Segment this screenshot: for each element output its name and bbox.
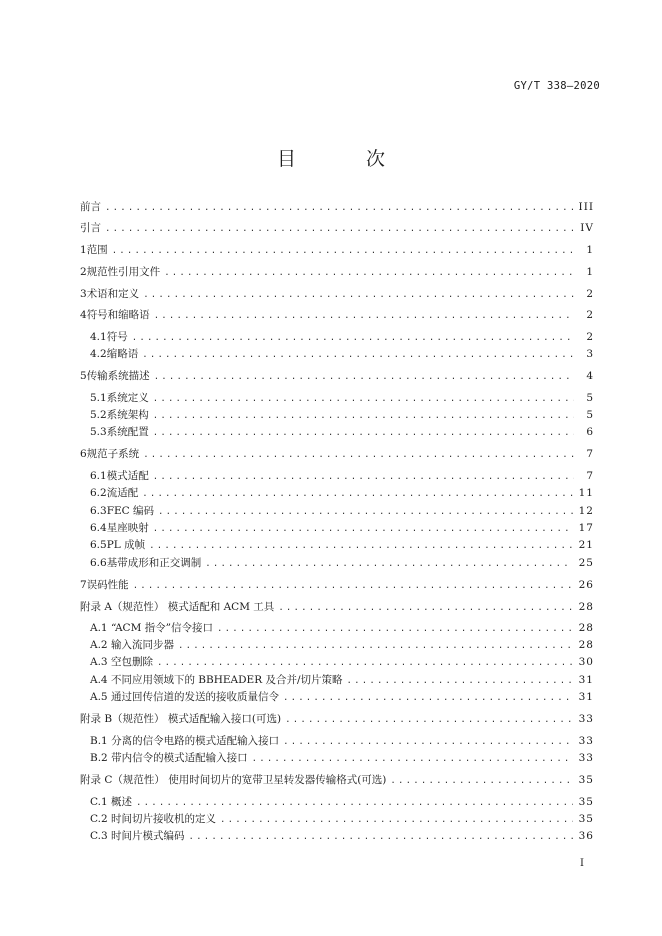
toc-entry-page: 28 (578, 601, 594, 613)
toc-entry-number: 4.2 (90, 348, 107, 360)
dot-leader (142, 346, 574, 364)
toc-entry-page: 17 (578, 522, 594, 534)
toc-entry-label: 基带成形和正交调制 (106, 557, 202, 569)
toc-entry-label: 模式适配 (106, 470, 149, 482)
toc-entry[interactable] (90, 688, 594, 706)
toc-entry-label: 范围 (86, 244, 108, 256)
toc-entry[interactable] (90, 619, 594, 637)
toc-entry[interactable] (90, 554, 594, 572)
toc-entry[interactable] (80, 445, 594, 463)
toc-entry-label: 引言 (80, 222, 101, 234)
toc-entry-page: 35 (578, 774, 594, 786)
dot-leader (142, 485, 572, 503)
toc-entry[interactable] (80, 285, 594, 303)
toc-entry-number: 5.1 (90, 392, 107, 404)
toc-entry-page: 1 (586, 266, 594, 278)
standard-code: GY/T 338—2020 (513, 80, 600, 92)
toc-entry-label: PL 成帧 (106, 539, 146, 551)
toc-entry-page: 3 (586, 348, 594, 360)
toc-entry[interactable] (80, 576, 594, 594)
toc-entry-page: 36 (578, 830, 594, 842)
dot-leader (285, 711, 573, 729)
toc-entry[interactable] (80, 598, 594, 616)
footer-page-number: I (580, 858, 584, 869)
toc-entry-label: 符号和缩略语 (86, 309, 150, 321)
dot-leader (390, 772, 572, 790)
toc-entry[interactable] (90, 389, 594, 407)
toc-entry[interactable] (90, 653, 594, 671)
toc-entry-number: 6.6 (90, 557, 107, 569)
toc-entry-page: 28 (578, 622, 594, 634)
toc-entry-label: 规范子系统 (86, 448, 140, 460)
toc-entry[interactable] (90, 671, 594, 689)
toc-entry-label: A.1 “ACM 指令”信令接口 (90, 622, 214, 634)
toc-entry-label: A.5 通过回传信道的发送的接收质量信令 (90, 691, 279, 703)
toc-entry-page: 25 (578, 557, 594, 569)
toc-entry-label: 系统配置 (106, 426, 149, 438)
toc-entry-label: 误码性能 (86, 579, 129, 591)
page-title: 目 次 (276, 148, 418, 170)
toc-entry[interactable] (90, 793, 594, 811)
toc-entry-label: 附录 C（规范性） 使用时间切片的宽带卫星转发器传输格式(可选) (80, 774, 387, 786)
toc-entry-number: 1 (80, 244, 87, 256)
toc-entry-page: 2 (586, 288, 594, 300)
toc-entry-label: C.3 时间片模式编码 (90, 830, 185, 842)
toc-entry-page: 11 (578, 487, 594, 499)
toc-entry-page: III (578, 201, 594, 213)
toc-entry[interactable] (90, 827, 594, 845)
toc-entry[interactable] (80, 198, 594, 216)
toc-entry-number: 3 (80, 288, 87, 300)
toc-entry-page: 35 (578, 813, 594, 825)
toc-entry-label: 星座映射 (106, 522, 149, 534)
dot-leader (143, 446, 574, 464)
toc-entry-label: 前言 (80, 201, 101, 213)
toc-entry-label: 传输系统描述 (86, 370, 150, 382)
toc-entry-page: 5 (586, 409, 594, 421)
toc-entry[interactable] (90, 810, 594, 828)
dot-leader (154, 368, 574, 386)
toc-entry[interactable] (80, 263, 594, 281)
toc-entry[interactable] (90, 732, 594, 750)
toc-entry-page: 4 (586, 370, 594, 382)
toc-entry-number: 5.3 (90, 426, 107, 438)
toc-entry-label: 术语和定义 (86, 288, 140, 300)
toc-entry-label: 附录 B（规范性） 模式适配输入接口(可选) (80, 713, 282, 725)
dot-leader (149, 537, 573, 555)
toc-entry[interactable] (80, 367, 594, 385)
dot-leader (105, 199, 573, 217)
toc-entry[interactable] (80, 710, 594, 728)
toc-entry-page: 2 (586, 331, 594, 343)
toc-entry-label: 符号 (106, 331, 128, 343)
toc-entry-label: A.2 输入流同步器 (90, 639, 174, 651)
toc-entry-page: 5 (586, 392, 594, 404)
dot-leader (278, 599, 572, 617)
dot-leader (153, 424, 574, 442)
toc-entry-number: 6.5 (90, 539, 107, 551)
toc-entry[interactable] (80, 241, 594, 259)
toc-entry-label: 流适配 (106, 487, 139, 499)
toc-entry-number: 6.2 (90, 487, 107, 499)
toc-entry-page: 35 (578, 796, 594, 808)
toc-entry-label: 缩略语 (106, 348, 139, 360)
dot-leader (189, 828, 573, 846)
toc-entry-page: 33 (578, 713, 594, 725)
toc-entry-label: A.4 不同应用领域下的 BBHEADER 及合并/切片策略 (90, 674, 343, 686)
dot-leader (143, 286, 574, 304)
toc-entry-label: C.2 时间切片接收机的定义 (90, 813, 217, 825)
dot-leader (283, 689, 573, 707)
toc-entry-number: 4.1 (90, 331, 107, 343)
toc-entry[interactable] (90, 328, 594, 346)
toc-entry-label: 系统定义 (106, 392, 149, 404)
toc-entry-page: 6 (586, 426, 594, 438)
toc-entry-page: 33 (578, 752, 594, 764)
toc-entry-page: 31 (578, 691, 594, 703)
toc-entry-number: 7 (80, 579, 87, 591)
dot-leader (154, 307, 574, 325)
toc-entry-page: 31 (578, 674, 594, 686)
dot-leader (133, 577, 573, 595)
toc-entry[interactable] (90, 502, 594, 520)
toc-entry-number: 2 (80, 266, 87, 278)
dot-leader (205, 555, 572, 573)
toc-entry-number: 6.3 (90, 505, 107, 517)
dot-leader (157, 654, 573, 672)
toc-entry-number: 6.4 (90, 522, 107, 534)
toc-entry-page: 21 (578, 539, 594, 551)
toc-entry[interactable] (80, 306, 594, 324)
toc-entry-number: 6.1 (90, 470, 107, 482)
toc-entry-page: 28 (578, 639, 594, 651)
toc-entry-number: 5.2 (90, 409, 107, 421)
toc-entry-page: IV (580, 222, 594, 234)
toc-entry-number: 5 (80, 370, 87, 382)
toc-entry[interactable] (90, 536, 594, 554)
toc-entry-label: 附录 A（规范性） 模式适配和 ACM 工具 (80, 601, 275, 613)
toc-entry-page: 26 (578, 579, 594, 591)
toc-entry[interactable] (90, 423, 594, 441)
toc-entry-label: B.1 分离的信令电路的模式适配输入接口 (90, 735, 280, 747)
toc-entry-label: 系统架构 (106, 409, 149, 421)
toc-entry[interactable] (90, 467, 594, 485)
toc-entry[interactable] (80, 771, 594, 789)
toc-entry[interactable] (90, 345, 594, 363)
toc-entry-page: 2 (586, 309, 594, 321)
toc-entry-page: 7 (586, 448, 594, 460)
toc-entry-page: 33 (578, 735, 594, 747)
dot-leader (105, 220, 574, 238)
toc-entry-page: 30 (578, 656, 594, 668)
dot-leader (164, 264, 574, 282)
toc-entry-label: 规范性引用文件 (86, 266, 161, 278)
toc-entry-number: 6 (80, 448, 87, 460)
toc-entry-label: A.3 空包删除 (90, 656, 153, 668)
dot-leader (112, 242, 574, 260)
toc-entry[interactable] (90, 519, 594, 537)
toc-entry-page: 1 (586, 244, 594, 256)
toc-entry-label: C.1 概述 (90, 796, 133, 808)
toc-entry[interactable] (80, 219, 594, 237)
toc-entry[interactable] (90, 636, 594, 654)
toc-entry[interactable] (90, 406, 594, 424)
toc-entry-label: B.2 带内信令的模式适配输入接口 (90, 752, 248, 764)
toc-entry-number: 4 (80, 309, 87, 321)
dot-leader (252, 750, 573, 768)
toc-entry-page: 7 (586, 470, 594, 482)
toc-entry-label: FEC 编码 (106, 505, 155, 517)
toc-entry-page: 12 (578, 505, 594, 517)
toc-entry[interactable] (90, 484, 594, 502)
toc-entry[interactable] (90, 749, 594, 767)
